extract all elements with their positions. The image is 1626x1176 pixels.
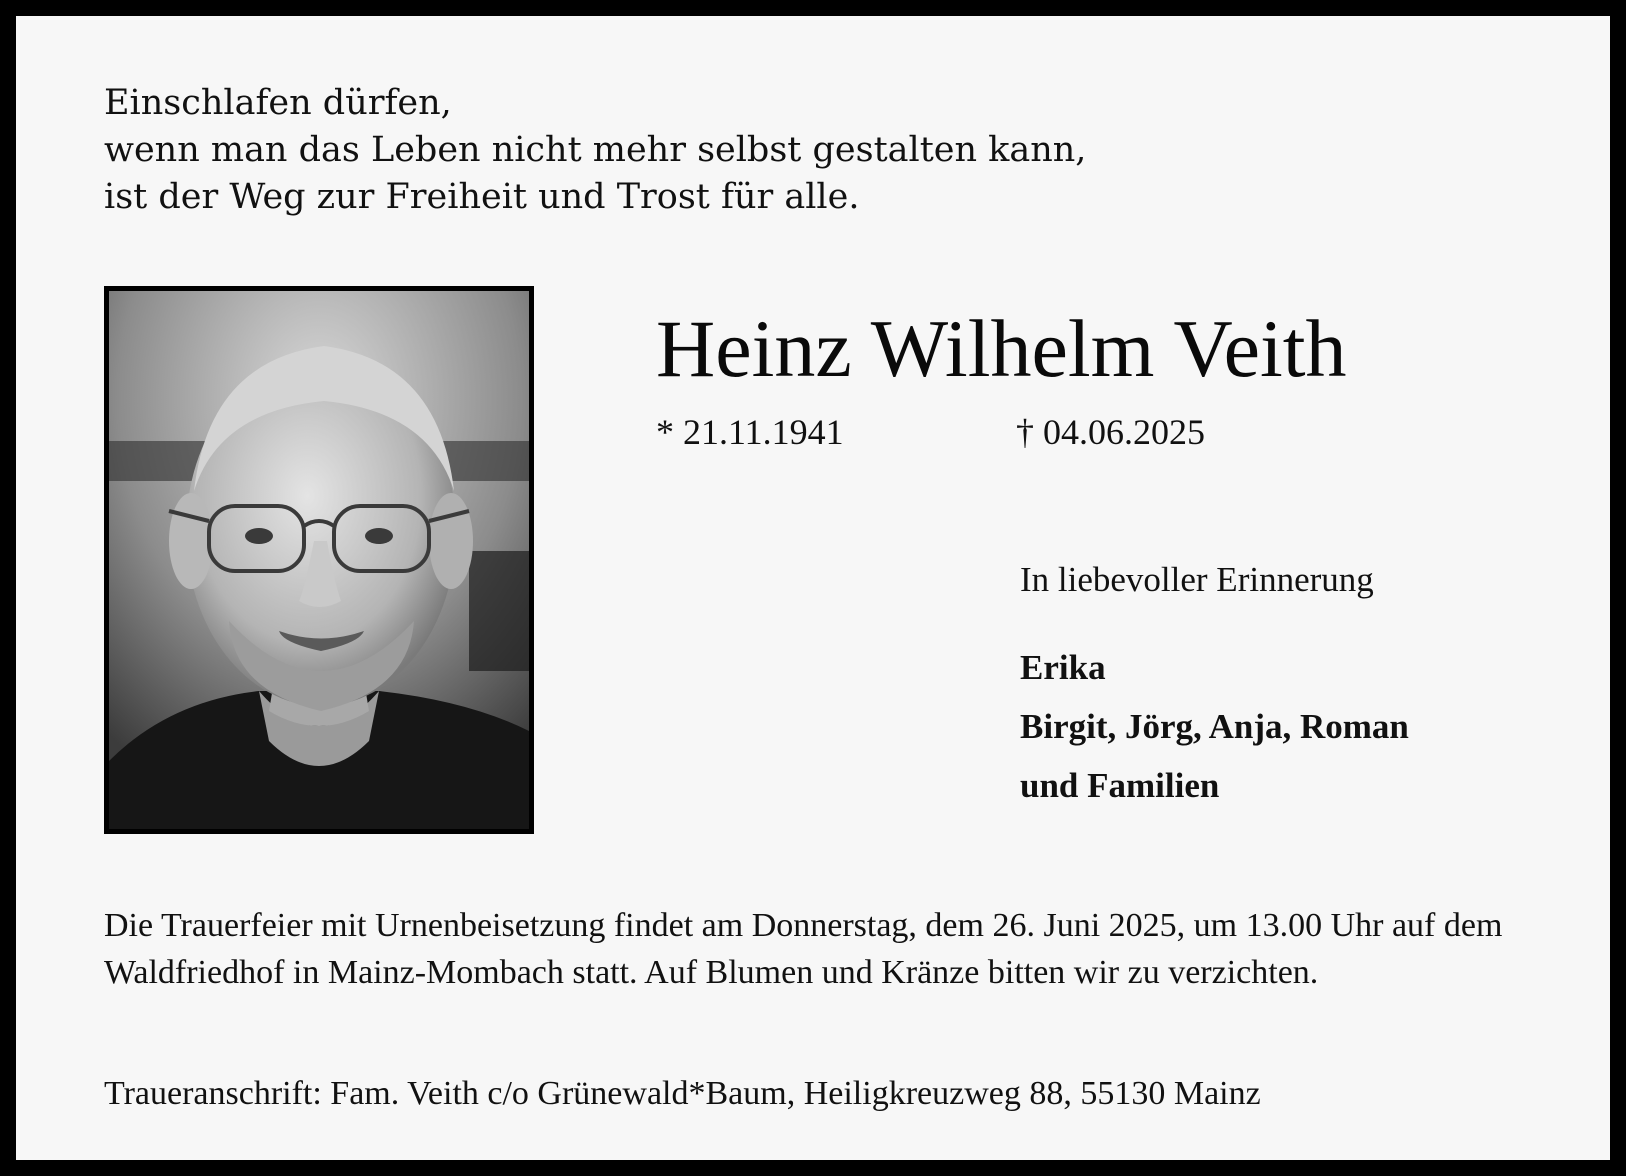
death-date: † 04.06.2025	[1016, 412, 1205, 452]
mourners-list	[1020, 638, 1409, 815]
mourner-line: und Familien	[1020, 766, 1220, 805]
portrait-photo	[104, 286, 534, 834]
memorial-heading: In liebevoller Erinnerung	[1020, 560, 1374, 599]
mourning-address: Traueranschrift: Fam. Veith c/o Grünewald*Baum, Heiligkreuzweg 88, 55130 Mainz	[104, 1075, 1261, 1112]
motto-line: ist der Weg zur Freiheit und Trost für alle.	[104, 177, 860, 217]
motto-line: wenn man das Leben nicht mehr selbst gestalten kann,	[104, 130, 1087, 170]
motto-line: Einschlafen dürfen,	[104, 83, 452, 123]
birth-date: * 21.11.1941	[656, 412, 844, 452]
deceased-name: Heinz Wilhelm Veith	[656, 303, 1347, 394]
ceremony-notice: Die Trauerfeier mit Urnenbeisetzung findet am Donnerstag, dem 26. Juni 2025, um 13.00 Uhr auf dem Waldfriedhof in Mainz-Mombach statt. Auf Blumen und Kränze bitten wir zu verzichten.	[104, 907, 1503, 991]
portrait-illustration	[109, 291, 529, 829]
mourner-line: Birgit, Jörg, Anja, Roman	[1020, 707, 1409, 746]
motto-verse	[104, 80, 1087, 221]
mourner-line: Erika	[1020, 648, 1106, 687]
